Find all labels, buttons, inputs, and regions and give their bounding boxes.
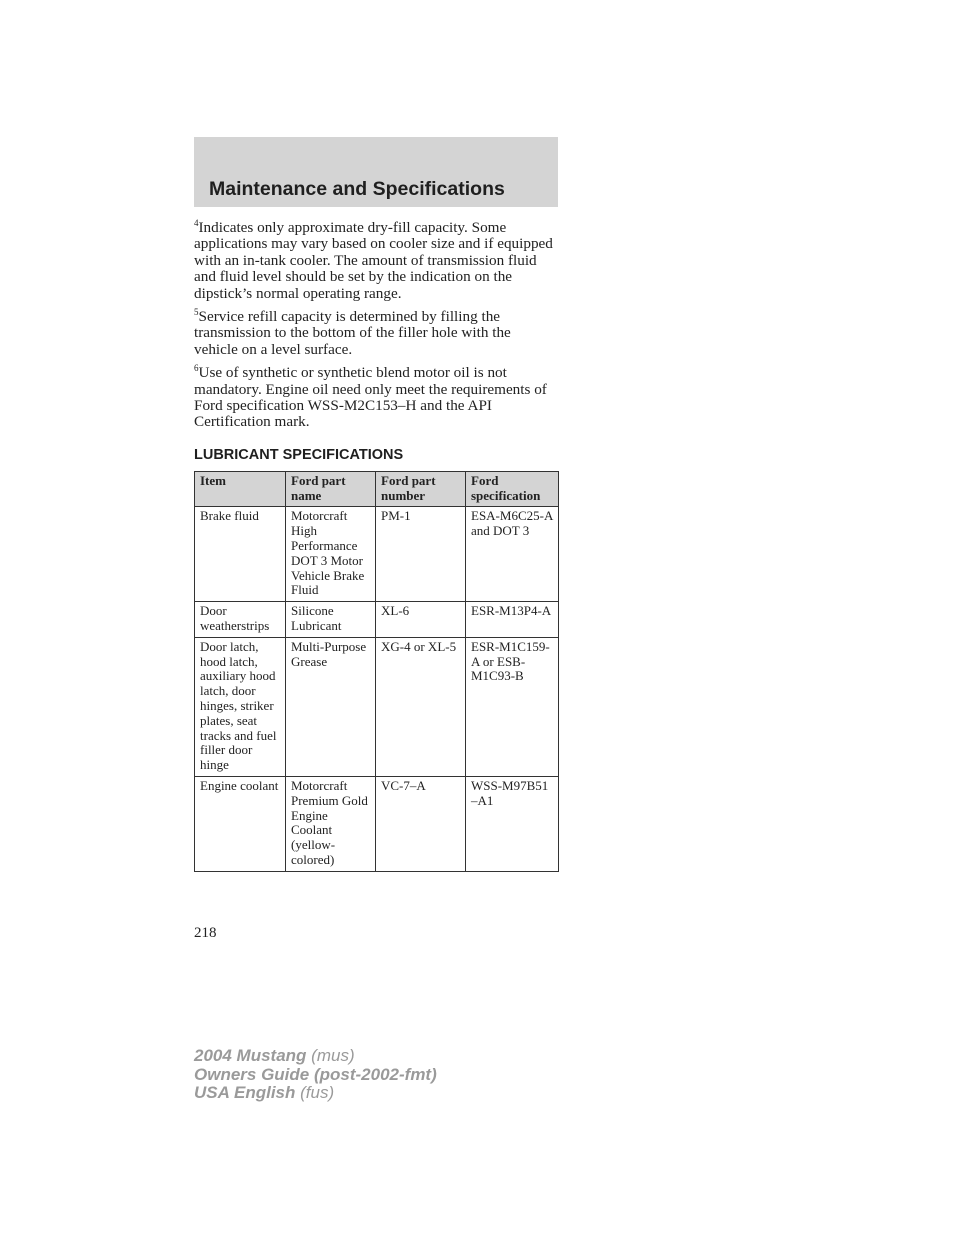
column-header-part-number: Ford part number: [376, 471, 466, 507]
footer-model-code: (mus): [311, 1046, 355, 1065]
footnote-4: [194, 220, 558, 302]
table-cell: Motorcraft High Performance DOT 3 Motor Vehicle Brake Fluid: [286, 507, 376, 602]
table-row: [195, 777, 559, 872]
table-cell: Motorcraft Premium Gold Engine Coolant (yellow-colored): [286, 777, 376, 872]
table-cell: PM-1: [376, 507, 466, 602]
footnote-5: [194, 309, 558, 358]
footnote-marker: 5: [194, 307, 199, 318]
page-title: Maintenance and Specifications: [209, 178, 505, 200]
table-cell: Engine coolant: [195, 777, 286, 872]
table-row: [195, 507, 559, 602]
footer-language-code: (fus): [300, 1083, 335, 1102]
footnote-text: Indicates only approximate dry-fill capacity. Some applications may vary based on cooler size and if equipped with an in-tank cooler. The amount of transmission fluid and fluid level should be set by the indication on the dipstick’s normal operating range.: [194, 219, 553, 302]
table-cell: Multi-Purpose Grease: [286, 637, 376, 776]
table-cell: WSS-M97B51 –A1: [466, 777, 559, 872]
table-cell: Door latch, hood latch, auxiliary hood latch, door hinges, striker plates, seat tracks and fuel filler door hinge: [195, 637, 286, 776]
column-header-part-name: Ford part name: [286, 471, 376, 507]
table-row: [195, 637, 559, 776]
footer-line-language: [194, 1084, 437, 1103]
footnote-marker: 6: [194, 363, 199, 374]
table-cell: VC-7–A: [376, 777, 466, 872]
column-header-item: Item: [195, 471, 286, 507]
table-cell: XG-4 or XL-5: [376, 637, 466, 776]
footer-line-model: [194, 1047, 437, 1066]
footer-guide: Owners Guide (post-2002-fmt): [194, 1064, 437, 1084]
table-cell: ESR-M13P4-A: [466, 602, 559, 638]
footnote-text: Use of synthetic or synthetic blend motor oil is not mandatory. Engine oil need only meet the requirements of Ford specification WSS-M2C153–H and the API Certification mark.: [194, 364, 547, 431]
footnote-marker: 4: [194, 218, 199, 228]
section-heading: LUBRICANT SPECIFICATIONS: [194, 446, 404, 463]
table-cell: Door weatherstrips: [195, 602, 286, 638]
header-band: [194, 137, 558, 207]
lubricant-spec-table: [194, 471, 559, 872]
document-footer: [194, 1047, 437, 1103]
footnote-6: [194, 365, 558, 431]
table-cell: Silicone Lubricant: [286, 602, 376, 638]
table-row: [195, 602, 559, 638]
footer-model: 2004 Mustang: [194, 1046, 307, 1065]
footer-language: USA English: [194, 1083, 296, 1102]
footnote-text: Service refill capacity is determined by filling the transmission to the bottom of the filler hole with the vehicle on a level surface.: [194, 308, 511, 358]
table-cell: XL-6: [376, 602, 466, 638]
table-cell: ESA-M6C25-A and DOT 3: [466, 507, 559, 602]
table-cell: ESR-M1C159-A or ESB-M1C93-B: [466, 637, 559, 776]
footer-line-guide: [194, 1066, 437, 1085]
main-content: [194, 220, 558, 872]
column-header-specification: Ford specification: [466, 471, 559, 507]
table-header-row: [195, 471, 559, 507]
page-number: 218: [194, 925, 217, 941]
table-cell: Brake fluid: [195, 507, 286, 602]
